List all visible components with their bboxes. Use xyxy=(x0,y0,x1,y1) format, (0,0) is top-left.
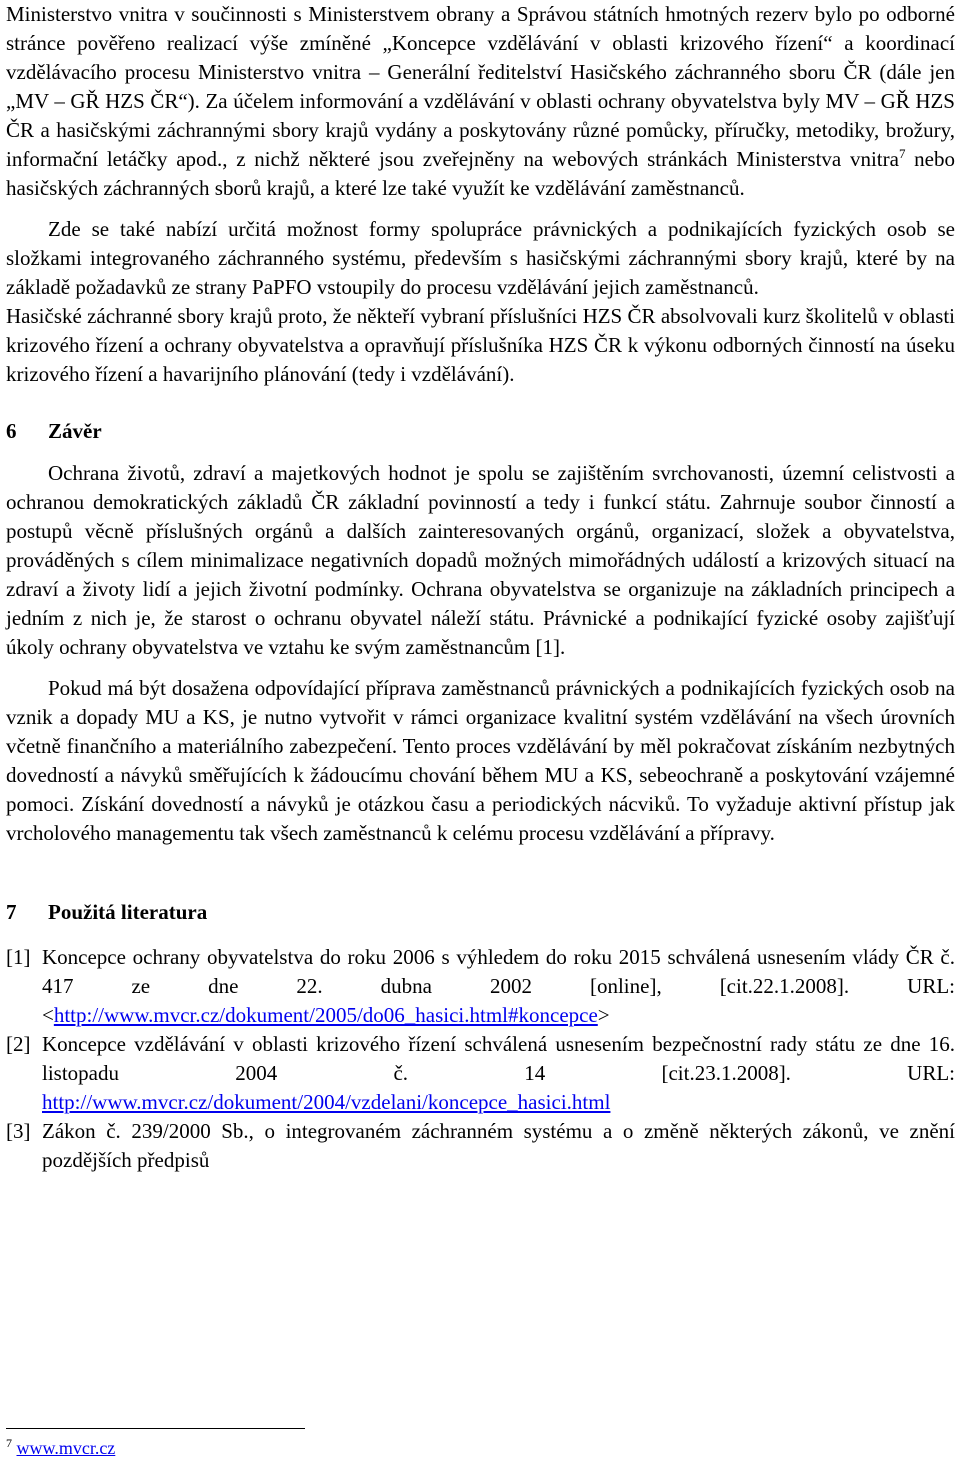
section-7-title: Použitá literatura xyxy=(48,900,208,924)
reference-citation: Koncepce vzdělávání v oblasti krizového řízení schválená usnesením bezpečnostní rady státu ze dne 16. listopadu 2004 č. 14 [cit.23.1.2008]. URL: xyxy=(42,1032,955,1085)
reference-number: [3] xyxy=(6,1119,31,1143)
reference-text xyxy=(42,943,955,1030)
reference-item-2 xyxy=(6,1030,955,1117)
section-6-heading xyxy=(6,417,955,446)
intro-paragraph-3: Hasičské záchranné sbory krajů proto, že někteří vybraní příslušníci HZS ČR absolvovali kurz školitelů v oblasti krizového řízení a ochrany obyvatelstva a opravňují příslušníka HZS ČR k výkonu odborných činností na úseku krizového řízení a havarijního plánování (tedy i vzdělávání). xyxy=(6,304,955,386)
document-page xyxy=(6,0,955,1175)
reference-link[interactable]: http://www.mvcr.cz/dokument/2004/vzdelani/koncepce_hasici.html xyxy=(42,1090,611,1114)
reference-text xyxy=(42,1030,955,1117)
reference-number: [2] xyxy=(6,1032,31,1056)
intro-paragraph-1-text-end: nebo hasičských záchranných sborů krajů, a které lze také využít ke vzdělávání zaměstnanců. xyxy=(6,147,955,200)
intro-paragraph-1 xyxy=(6,0,955,203)
section-6-title: Závěr xyxy=(48,419,102,443)
footnote-link[interactable]: www.mvcr.cz xyxy=(16,1438,116,1458)
intro-paragraph-2: Zde se také nabízí určitá možnost formy spolupráce právnických a podnikajících fyzických osob se složkami integrovaného záchranného systému, především s hasičskými záchrannými sbory krajů, které by na základě požadavků ze strany PaPFO vstoupily do procesu vzdělávání jejich zaměstnanců. xyxy=(6,217,955,299)
footnote-number: 7 xyxy=(6,1436,12,1450)
reference-link[interactable]: http://www.mvcr.cz/dokument/2005/do06_hasici.html#koncepce xyxy=(53,1003,598,1027)
reference-list xyxy=(6,943,955,1175)
conclusion-paragraph-2: Pokud má být dosažena odpovídající příprava zaměstnanců právnických a podnikajících fyzických osob na vznik a dopady MU a KS, je nutno vytvořit v rámci organizace kvalitní systém vzdělávání na všech úrovních včetně finančního a materiálního zabezpečení. Tento proces vzdělávání by měl pokračovat získáním nezbytných dovedností a návyků směřujících k žádoucímu chování během MU a KS, sebeochraně a poskytování vzájemné pomoci. Získání dovedností a návyků je otázkou času a periodických nácviků. To vyžaduje aktivní přístup jak vrcholového managementu tak všech zaměstnanců k celému procesu vzdělávání a přípravy. xyxy=(6,676,955,845)
reference-number: [1] xyxy=(6,945,31,969)
section-7-number: 7 xyxy=(6,900,17,924)
reference-item-3 xyxy=(6,1117,955,1175)
conclusion-paragraph-1: Ochrana životů, zdraví a majetkových hodnot je spolu se zajištěním svrchovanosti, územní celistvosti a ochranou demokratických základů ČR základní povinností a tedy i funkcí státu. Zahrnuje soubor činností a postupů věcně příslušných orgánů a dalších zainteresovaných orgánů, organizací, složek a obyvatelstva, prováděných s cílem minimalizace negativních dopadů možných mimořádných událostí a krizových situací na zdraví a životy lidí a jejich životní podmínky. Ochrana obyvatelstva se organizuje na základních principech a jedním z nich je, že starost o ochranu obyvatel náleží státu. Právnické a podnikající fyzické osoby zajišťují úkoly ochrany obyvatelstva ve vztahu ke svým zaměstnancům [1]. xyxy=(6,461,955,659)
section-7-heading xyxy=(6,898,955,927)
footnote-divider xyxy=(6,1428,305,1429)
section-6-number: 6 xyxy=(6,419,17,443)
footnote xyxy=(6,1435,115,1461)
intro-paragraph-1-text: Ministerstvo vnitra v součinnosti s Ministerstvem obrany a Správou státních hmotných rezerv bylo po odborné stránce pověřeno realizací výše zmíněné „Koncepce vzdělávání v oblasti krizového řízení“ a koordinací vzdělávacího procesu Ministerstvo vnitra – Generální ředitelství Hasičského záchranného sboru ČR (dále jen „MV – GŘ HZS ČR“). Za účelem informování a vzdělávání v oblasti ochrany obyvatelstva byly MV – GŘ HZS ČR a hasičskými záchrannými sbory krajů vydány a poskytovány různé pomůcky, příručky, metodiky, brožury, informační letáčky apod., z nichž některé jsou zveřejněny na webových stránkách Ministerstva vnitra xyxy=(6,2,955,171)
reference-citation: Koncepce ochrany obyvatelstva do roku 2006 s výhledem do roku 2015 schválená usnesením vlády ČR č. 417 ze dne 22. dubna 2002 [online], [cit.22.1.2008]. URL: < xyxy=(42,945,955,1027)
reference-tail: > xyxy=(597,1003,610,1027)
footnote-reference[interactable]: 7 xyxy=(898,146,906,161)
reference-item-1 xyxy=(6,943,955,1030)
reference-text: Zákon č. 239/2000 Sb., o integrovaném záchranném systému a o změně některých zákonů, ve znění pozdějších předpisů xyxy=(42,1119,955,1172)
